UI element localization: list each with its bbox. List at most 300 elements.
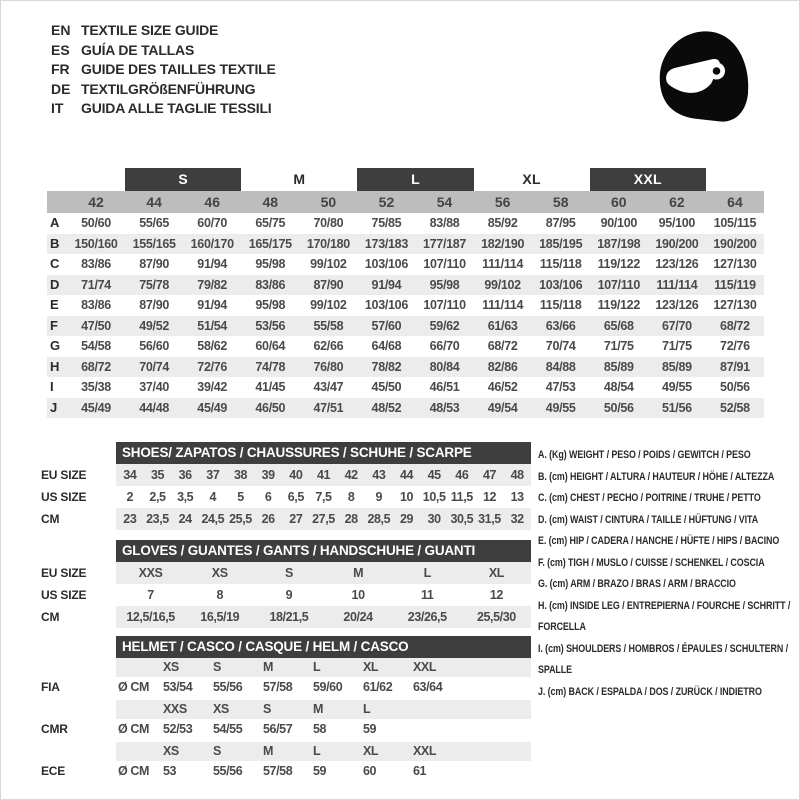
- size-label: 58: [552, 194, 569, 210]
- size-value: 43: [372, 468, 386, 482]
- size-value: 2,5: [149, 490, 166, 504]
- size-value: 41: [316, 468, 331, 482]
- helmet-size-label: XXL: [413, 660, 437, 674]
- size-value: XS: [211, 566, 228, 580]
- size-value: 48/52: [371, 400, 402, 415]
- size-group-xl: XL: [522, 171, 541, 187]
- size-value: 52/53: [163, 722, 193, 736]
- size-value: 49/55: [545, 400, 576, 415]
- diameter-spacer: [116, 742, 161, 761]
- size-value: 10: [351, 588, 365, 602]
- size-value: 45: [427, 468, 441, 482]
- size-value: 35/38: [81, 380, 111, 394]
- size-value: 84/88: [545, 359, 576, 374]
- textile-row-f: [47, 316, 764, 337]
- row-letter: J: [50, 399, 58, 415]
- measure-row: [41, 486, 531, 508]
- textile-row-g: [47, 336, 764, 357]
- size-group-xxl: XXL: [590, 168, 706, 191]
- language-title: GUIDA ALLE TAGLIE TESSILI: [81, 100, 272, 116]
- textile-row-d: [47, 275, 764, 296]
- helmet-size-label: XL: [363, 744, 379, 758]
- size-value: 47/53: [545, 380, 576, 394]
- size-value: 155/165: [132, 236, 176, 251]
- row-values: [116, 606, 531, 628]
- size-value: 41/45: [255, 380, 286, 394]
- language-row: [51, 99, 276, 119]
- size-value: 45/49: [81, 400, 111, 415]
- helmet-size-label: M: [313, 702, 324, 716]
- size-value: 24: [178, 512, 192, 526]
- size-value: 61/63: [487, 318, 518, 333]
- row-letter: H: [50, 358, 60, 374]
- corner-cell: [47, 191, 67, 213]
- helmet-size-row: [41, 658, 531, 677]
- textile-size-table: [47, 168, 764, 418]
- size-value: 95/98: [255, 298, 286, 312]
- measure-row: [41, 606, 531, 628]
- size-value: 6: [264, 490, 272, 504]
- size-value: 107/110: [423, 257, 466, 271]
- row-values: [116, 562, 531, 584]
- helmet-table-body: [41, 658, 531, 781]
- size-value: 115/118: [539, 257, 582, 271]
- size-value: 9: [285, 588, 293, 602]
- size-value: 123/126: [655, 298, 699, 312]
- size-value: 23,5: [146, 512, 169, 526]
- size-value: 87/90: [139, 298, 169, 312]
- size-value: 63/66: [545, 318, 576, 333]
- legend-item: D. (cm) WAIST / CINTURA / TAILLE / HÜFTUNG / VITA: [538, 513, 759, 526]
- size-value: 55/56: [213, 680, 243, 694]
- helmet-size-row: [41, 742, 531, 761]
- size-value: 24,5: [201, 512, 225, 526]
- size-value: 3,5: [177, 490, 194, 504]
- size-value: 45/50: [371, 380, 402, 394]
- size-value: 26: [261, 512, 275, 526]
- size-value: 95/100: [658, 216, 696, 230]
- helmet-value-row: [41, 719, 531, 739]
- textile-row-j: [47, 398, 764, 419]
- size-value: 46/50: [255, 400, 286, 415]
- size-label: 44: [146, 194, 162, 210]
- size-group-m: M: [293, 171, 306, 187]
- language-code: IT: [51, 100, 64, 116]
- language-row: [51, 41, 276, 61]
- size-value: 87/90: [139, 257, 169, 271]
- size-value: 173/183: [364, 236, 408, 251]
- legend-item: F. (cm) TIGH / MUSLO / CUISSE / SCHENKEL / COSCIA: [538, 556, 765, 569]
- size-value: 56/57: [263, 722, 293, 736]
- language-title: TEXTILGRÖßENFÜHRUNG: [81, 80, 256, 97]
- helmet-size-label: XXS: [163, 702, 187, 716]
- size-value: 57/60: [371, 318, 402, 333]
- size-value: 54/55: [213, 722, 243, 736]
- size-value: 12: [482, 490, 497, 504]
- textile-row-b: [47, 234, 764, 255]
- size-value: 37/40: [139, 380, 169, 394]
- size-value: 46: [455, 468, 469, 482]
- language-code: FR: [51, 61, 70, 77]
- language-code: EN: [51, 22, 71, 38]
- size-value: 111/114: [656, 277, 698, 292]
- size-value: 56/60: [139, 339, 169, 353]
- size-value: 68/72: [81, 359, 111, 374]
- size-value: 91/94: [197, 298, 228, 312]
- size-value: 48/54: [603, 380, 634, 394]
- helmet-size-label: S: [213, 660, 221, 674]
- size-value: 119/122: [597, 298, 640, 312]
- size-value: 111/114: [482, 298, 524, 312]
- size-value: 79/82: [197, 277, 228, 292]
- helmet-size-label: L: [313, 744, 321, 758]
- size-value: 46/52: [487, 380, 518, 394]
- size-value: 2: [126, 490, 134, 504]
- legend-item: J. (cm) BACK / ESPALDA / DOS / ZURÜCK / INDIETRO: [538, 685, 762, 698]
- helmet-section-title: HELMET / CASCO / CASQUE / HELM / CASCO: [116, 636, 531, 658]
- textile-table-body: [47, 213, 764, 418]
- size-label: 54: [436, 194, 453, 210]
- size-value: [411, 719, 461, 739]
- size-value: 87/90: [313, 277, 344, 292]
- row-label: [41, 658, 116, 677]
- size-value: 190/200: [655, 236, 699, 251]
- measure-row: [41, 508, 531, 530]
- size-value: S: [284, 566, 293, 580]
- row-label: [41, 700, 116, 719]
- size-value: 52/58: [720, 400, 750, 415]
- size-value: 53: [163, 764, 177, 778]
- size-value: 5: [237, 490, 244, 504]
- size-value: 70/74: [139, 359, 169, 374]
- size-value: 57/58: [263, 764, 293, 778]
- size-header-row: [47, 191, 764, 213]
- size-value: 55/58: [313, 318, 344, 333]
- row-label: US SIZE: [41, 588, 87, 602]
- size-value: 119/122: [597, 257, 640, 271]
- size-value: 65/75: [255, 216, 286, 230]
- diameter-label: Ø CM: [118, 764, 150, 778]
- size-value: 18/21,5: [269, 610, 309, 624]
- size-group-s: S: [125, 168, 241, 191]
- helmet-section: [41, 636, 531, 784]
- size-value: 85/89: [661, 359, 692, 374]
- size-value: 115/118: [539, 298, 582, 312]
- size-value: 83/86: [81, 298, 111, 312]
- gloves-section: [41, 540, 531, 628]
- measurement-legend: [538, 445, 797, 703]
- language-row: [51, 21, 276, 41]
- textile-row-i: [47, 377, 764, 398]
- size-value: 115/119: [714, 277, 756, 292]
- size-value: 25,5/30: [476, 610, 516, 624]
- size-label: 52: [378, 194, 395, 210]
- helmet-size-label: XXL: [413, 744, 437, 758]
- size-value: 59: [313, 764, 327, 778]
- size-value: 190/200: [713, 236, 757, 251]
- size-value: 39: [261, 468, 275, 482]
- size-value: 87/91: [720, 359, 750, 374]
- row-letter: D: [50, 276, 60, 292]
- size-value: 127/130: [713, 298, 757, 312]
- size-value: 51/54: [197, 318, 228, 333]
- diameter-spacer: [116, 700, 161, 719]
- size-value: M: [353, 566, 364, 580]
- size-value: 59/62: [429, 318, 460, 333]
- size-value: 177/187: [422, 236, 467, 251]
- size-value: 68/72: [487, 339, 518, 353]
- size-value: 99/102: [484, 277, 521, 292]
- helmet-size-row: [41, 700, 531, 719]
- size-value: 35: [150, 468, 165, 482]
- size-value: 8: [347, 490, 355, 504]
- size-value: 28: [344, 512, 358, 526]
- legend-item: H. (cm) INSIDE LEG / ENTREPIERNA / FOURCHE / SCHRITT / FORCELLA: [538, 599, 791, 633]
- size-value: 12: [489, 588, 503, 602]
- size-value: 107/110: [597, 277, 640, 292]
- gloves-table-body: [41, 562, 531, 628]
- shoes-table-body: [41, 464, 531, 530]
- size-value: 23: [123, 512, 137, 526]
- size-value: 51/56: [661, 400, 692, 415]
- size-value: 50/60: [81, 216, 111, 230]
- size-value: 99/102: [310, 257, 347, 271]
- helmet-value-row: [41, 761, 531, 781]
- standard-label-cmr: CMR: [41, 722, 68, 736]
- size-value: 7,5: [315, 490, 332, 504]
- diameter-label: Ø CM: [118, 680, 150, 694]
- legend-item: A. (Kg) WEIGHT / PESO / POIDS / GEWITCH / PESO: [538, 449, 751, 461]
- helmet-values: [116, 677, 531, 697]
- legend-item: G. (cm) ARM / BRAZO / BRAS / ARM / BRACCIO: [538, 578, 736, 590]
- size-label: 50: [320, 194, 337, 210]
- helmet-values: [116, 719, 531, 739]
- size-value: 71/74: [81, 277, 111, 292]
- row-label: EU SIZE: [41, 566, 87, 580]
- size-value: 105/115: [713, 216, 757, 230]
- size-value: 27: [289, 512, 303, 526]
- size-value: 67/70: [661, 318, 692, 333]
- size-value: 47/50: [81, 318, 111, 333]
- size-value: 6,5: [287, 490, 304, 504]
- row-letter: C: [50, 256, 60, 271]
- size-value: 37: [206, 468, 220, 482]
- size-value: 44: [399, 468, 414, 482]
- size-value: 23/26,5: [407, 610, 447, 624]
- helmet-size-label: XS: [163, 660, 179, 674]
- size-value: 91/94: [197, 257, 228, 271]
- size-value: 4: [209, 490, 217, 504]
- size-value: 95/98: [429, 277, 460, 292]
- size-value: 70/74: [545, 339, 576, 353]
- helmet-size-label: S: [213, 744, 221, 758]
- language-title: GUÍA DE TALLAS: [81, 41, 195, 58]
- size-value: 53/54: [163, 680, 193, 694]
- legend-item: C. (cm) CHEST / PECHO / POITRINE / TRUHE / PETTO: [538, 492, 761, 504]
- size-value: 48/53: [429, 400, 460, 415]
- size-value: 12,5/16,5: [126, 610, 175, 624]
- size-value: 32: [510, 512, 524, 526]
- size-value: 59/60: [313, 680, 343, 694]
- size-value: 8: [216, 588, 224, 602]
- size-value: 46/51: [429, 380, 460, 394]
- language-title: GUIDE DES TAILLES TEXTILE: [81, 61, 276, 77]
- row-label: EU SIZE: [41, 468, 87, 482]
- size-value: 48: [510, 468, 524, 482]
- size-value: 111/114: [482, 257, 524, 271]
- size-group-row: [47, 168, 764, 191]
- size-value: 60: [363, 764, 377, 778]
- helmet-values: [116, 761, 531, 781]
- size-value: 107/110: [423, 298, 466, 312]
- size-value: 103/106: [364, 298, 408, 312]
- size-value: 83/88: [429, 216, 460, 230]
- size-value: 29: [399, 512, 414, 526]
- size-value: 58: [313, 722, 327, 736]
- language-list: [51, 21, 276, 119]
- size-value: 90/100: [600, 216, 637, 230]
- row-letter: A: [50, 215, 60, 230]
- row-letter: I: [50, 379, 54, 394]
- size-value: 20/24: [343, 610, 373, 624]
- size-value: 165/175: [248, 236, 292, 251]
- size-value: 50/56: [603, 400, 634, 415]
- helmet-sizes: [116, 658, 531, 677]
- size-value: 40: [289, 468, 303, 482]
- helmet-size-label: M: [263, 744, 274, 758]
- size-value: XXS: [138, 566, 163, 580]
- size-value: 75/85: [371, 216, 402, 230]
- row-letter: F: [50, 317, 58, 333]
- textile-row-h: [47, 357, 764, 378]
- size-value: 103/106: [364, 257, 408, 271]
- size-value: 65/68: [603, 318, 634, 333]
- helmet-size-label: L: [363, 702, 371, 716]
- size-value: 95/98: [255, 257, 286, 271]
- size-value: 62/66: [313, 339, 344, 353]
- row-label: [41, 742, 116, 761]
- row-label: US SIZE: [41, 490, 87, 504]
- size-value: 70/80: [313, 216, 344, 230]
- size-value: 127/130: [713, 257, 757, 271]
- size-value: 85/92: [487, 216, 518, 230]
- size-value: 59: [363, 722, 377, 736]
- size-value: 72/76: [720, 339, 750, 353]
- size-label: 42: [88, 194, 104, 210]
- size-value: 38: [233, 468, 248, 482]
- size-value: 30: [427, 512, 441, 526]
- row-letter: B: [50, 235, 60, 251]
- row-label: CM: [41, 512, 60, 526]
- helmet-value-row: [41, 677, 531, 697]
- diameter-label: Ø CM: [118, 722, 150, 736]
- size-label: 60: [610, 194, 627, 210]
- size-value: 87/95: [545, 216, 576, 230]
- size-label: 46: [204, 194, 220, 210]
- textile-row-c: [47, 254, 764, 275]
- helmet-size-label: S: [263, 702, 271, 716]
- size-value: 72/76: [197, 359, 228, 374]
- row-values: [116, 508, 531, 530]
- size-value: 74/78: [255, 359, 286, 374]
- language-row: [51, 60, 276, 80]
- size-value: 49/55: [661, 380, 692, 394]
- measure-row: [41, 562, 531, 584]
- size-value: 71/75: [603, 339, 634, 353]
- size-value: 68/72: [720, 318, 750, 333]
- size-value: 83/86: [81, 257, 111, 271]
- size-value: 64/68: [371, 339, 402, 353]
- size-value: 16,5/19: [200, 610, 240, 624]
- helmet-size-label: XL: [363, 660, 379, 674]
- size-value: 61/62: [363, 680, 393, 694]
- helmet-sizes: [116, 742, 531, 761]
- size-value: 10: [399, 490, 414, 504]
- size-value: 54/58: [81, 339, 111, 353]
- size-value: L: [423, 566, 431, 580]
- size-value: 99/102: [310, 298, 347, 312]
- row-values: [116, 486, 531, 508]
- size-value: 60/70: [197, 216, 228, 230]
- size-value: 30,5: [450, 512, 474, 526]
- size-value: 60/64: [255, 339, 286, 353]
- row-letter: E: [50, 297, 59, 312]
- size-value: XL: [488, 566, 504, 580]
- size-value: 71/75: [661, 339, 692, 353]
- standard-label-ece: ECE: [41, 764, 66, 778]
- row-values: [116, 584, 531, 606]
- helmet-size-label: [411, 700, 461, 719]
- size-value: 91/94: [371, 277, 402, 292]
- helmet-size-label: XS: [163, 744, 179, 758]
- helmet-size-label: L: [313, 660, 321, 674]
- size-value: 187/198: [597, 236, 641, 251]
- size-value: 150/160: [74, 236, 118, 251]
- measure-row: [41, 584, 531, 606]
- size-value: 10,5: [422, 490, 446, 504]
- size-value: 9: [375, 490, 383, 504]
- size-value: 11: [421, 588, 434, 602]
- size-value: 80/84: [429, 359, 460, 374]
- textile-row-e: [47, 295, 764, 316]
- size-value: 123/126: [655, 257, 699, 271]
- size-value: 25,5: [229, 512, 252, 526]
- size-value: 47: [482, 468, 497, 482]
- size-value: 31,5: [478, 512, 501, 526]
- size-value: 44/48: [139, 400, 169, 415]
- size-value: 160/170: [190, 236, 234, 251]
- size-value: 11,5: [450, 490, 473, 504]
- size-value: 58/62: [197, 339, 228, 353]
- shoes-section-title: SHOES/ ZAPATOS / CHAUSSURES / SCHUHE / SCARPE: [116, 442, 531, 464]
- size-value: 42: [344, 468, 358, 482]
- row-values: [116, 464, 531, 486]
- legend-item: I. (cm) SHOULDERS / HOMBROS / ÉPAULES / SCHULTERN / SPALLE: [538, 642, 788, 676]
- size-label: 56: [494, 194, 511, 210]
- gloves-section-title: GLOVES / GUANTES / GANTS / HANDSCHUHE / GUANTI: [116, 540, 531, 562]
- size-value: 61: [413, 764, 427, 778]
- size-value: 49/52: [139, 318, 169, 333]
- standard-label-fia: FIA: [41, 680, 60, 694]
- size-group-l: L: [357, 168, 473, 191]
- size-value: 170/180: [306, 236, 350, 251]
- size-value: 13: [510, 490, 524, 504]
- size-value: 63/64: [413, 680, 443, 694]
- size-value: 182/190: [481, 236, 525, 251]
- size-value: 34: [123, 468, 137, 482]
- row-letter: G: [50, 338, 61, 353]
- size-value: 45/49: [197, 400, 228, 415]
